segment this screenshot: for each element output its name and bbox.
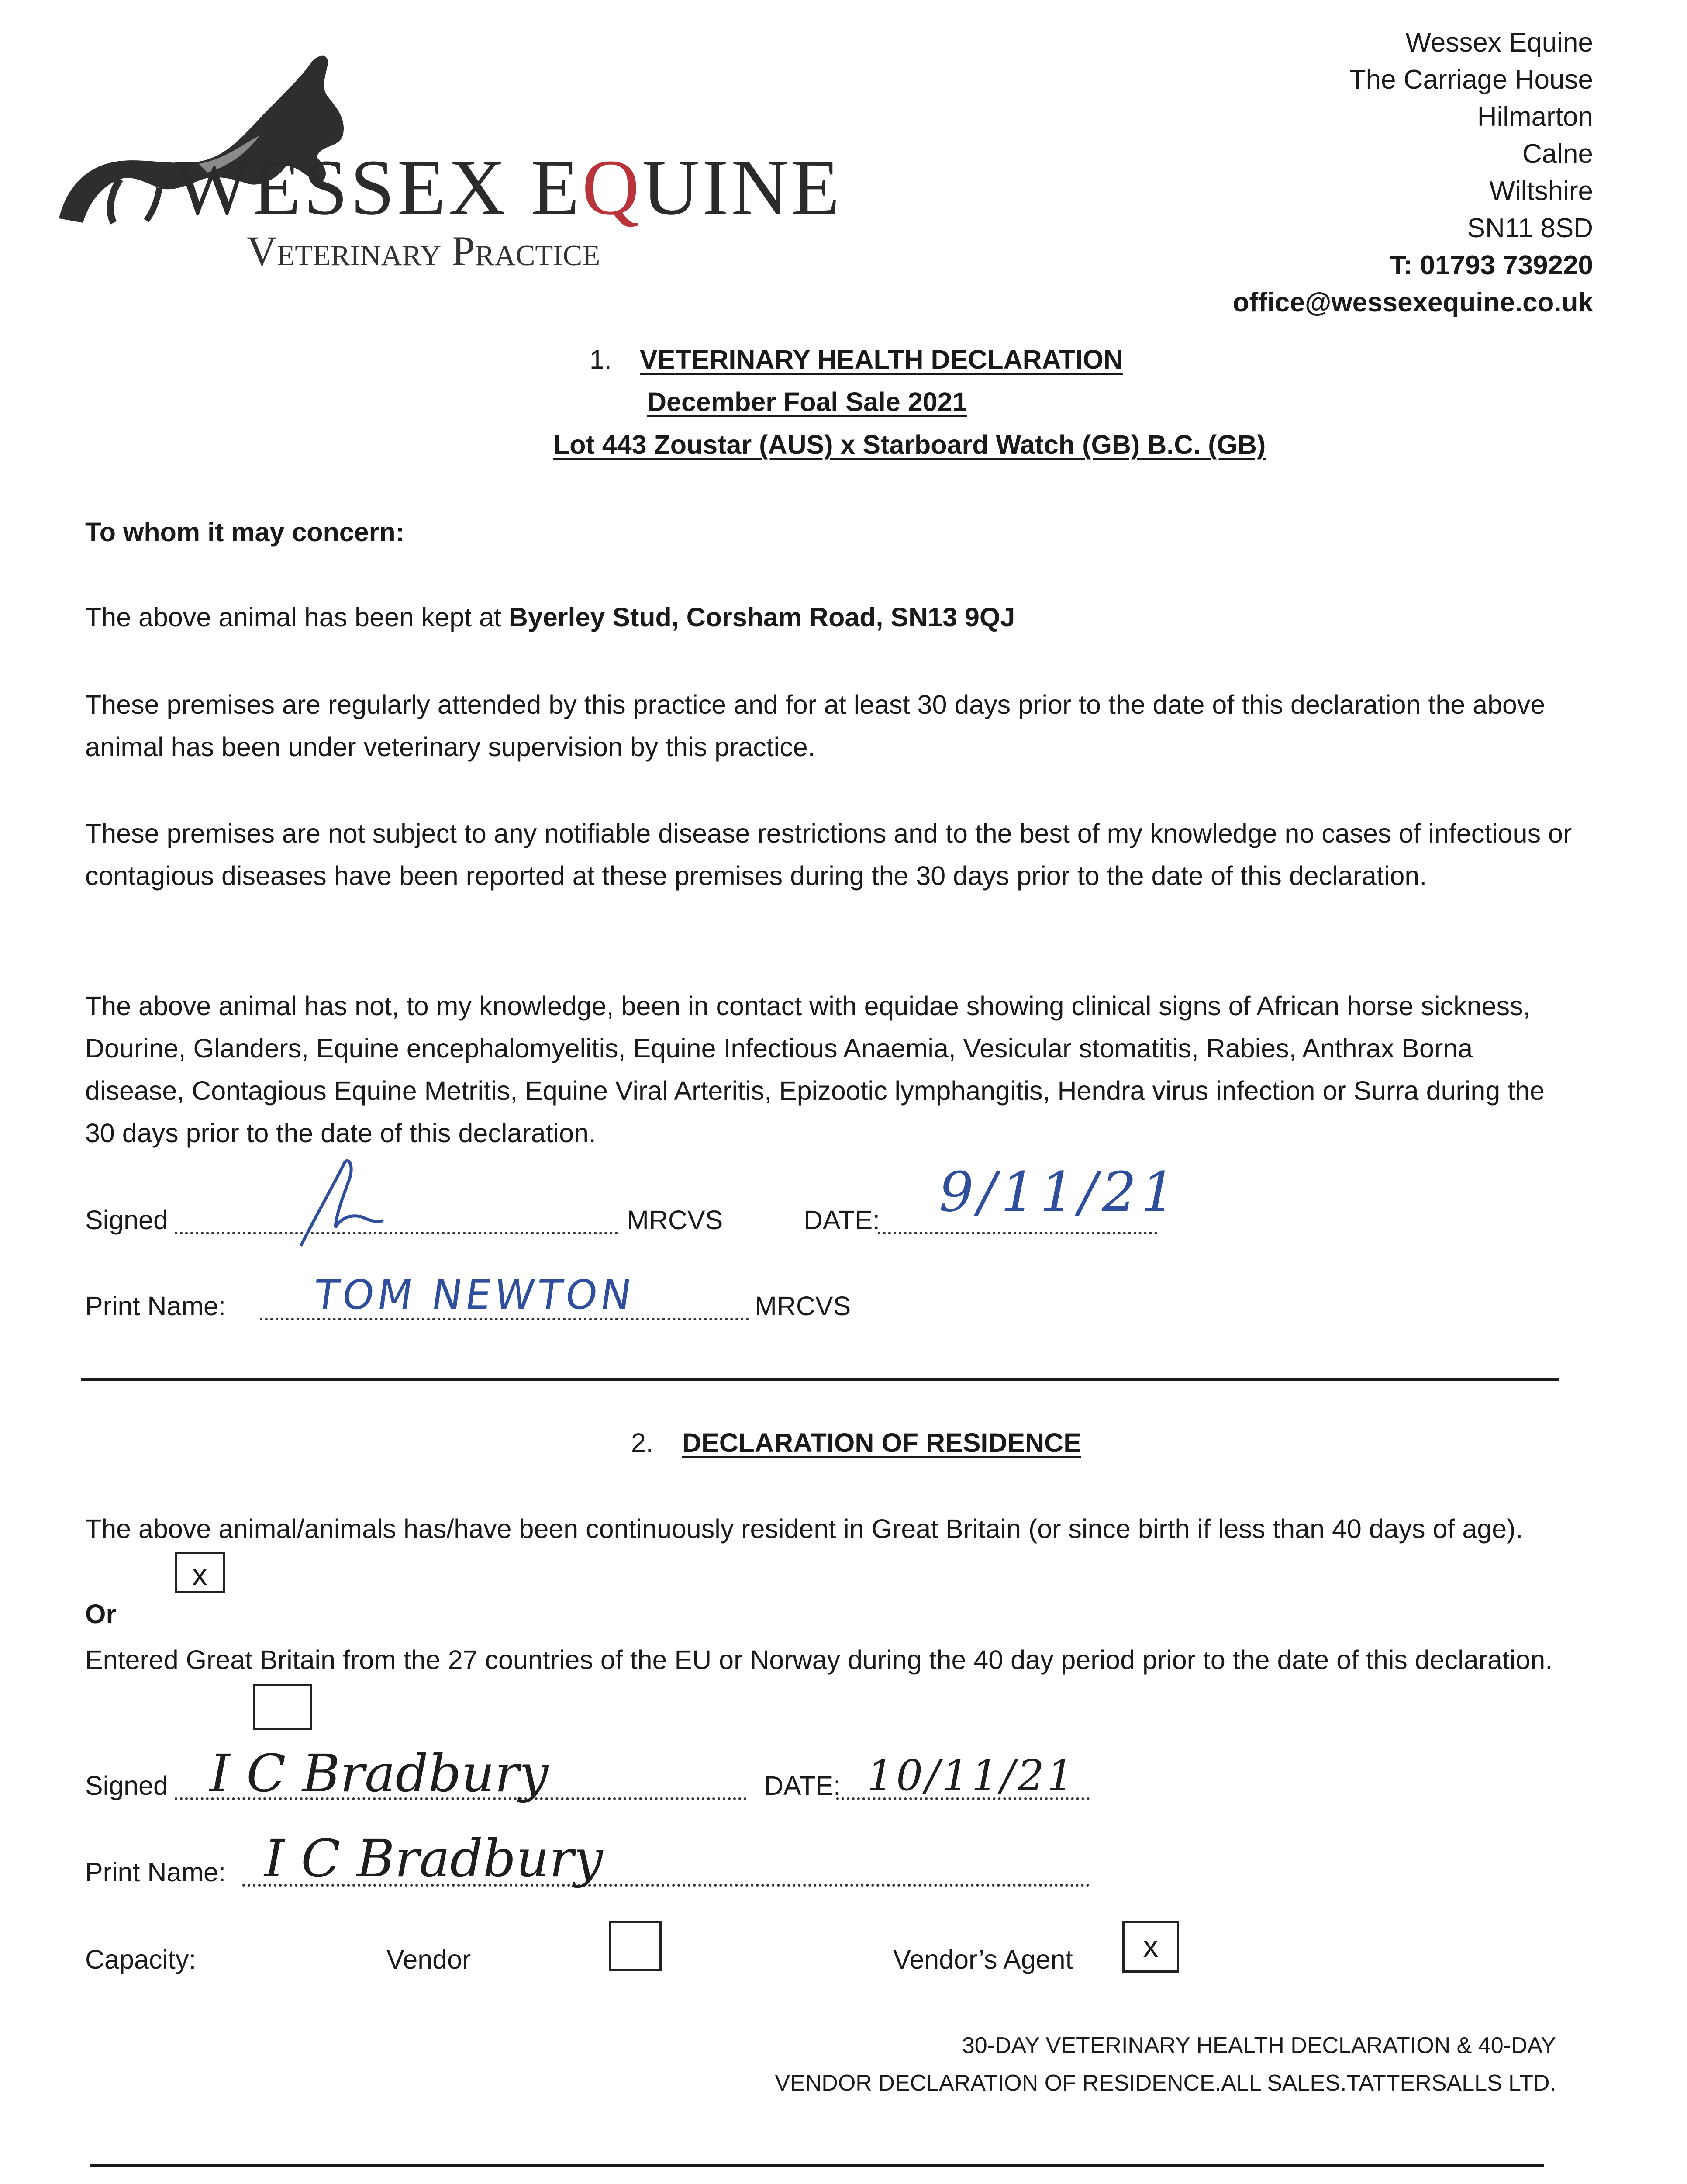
agent-signed-label: Signed [85, 1771, 168, 1800]
practice-address [1233, 24, 1593, 321]
or-label: Or [85, 1599, 117, 1629]
entered-text: Entered Great Britain from the 27 countries of the EU or Norway during the 40 day period prior to the date of this declaration. [85, 1645, 1553, 1675]
agent-print-value: I C Bradbury [264, 1828, 603, 1889]
phone-number: T: 01793 739220 [1390, 250, 1593, 280]
resident-text: The above animal/animals has/have been continuously resident in Great Britain (or since birth if less than 40 days of age). [85, 1514, 1523, 1544]
section2-title: DECLARATION OF RESIDENCE [682, 1428, 1081, 1458]
footer-line: 30-DAY VETERINARY HEALTH DECLARATION & 40-DAY [962, 2033, 1556, 2058]
footer-note [775, 2027, 1556, 2102]
vet-print-value: TOM NEWTON [311, 1272, 638, 1318]
vet-print-label: Print Name: [85, 1291, 226, 1321]
kept-at-line: The above animal has been kept at Byerley Stud, Corsham Road, SN13 9QJ [85, 602, 1015, 632]
section2-number: 2. [631, 1428, 653, 1458]
para-attended: These premises are regularly attended by this practice and for at least 30 days prior to the date of this declaration the above animal has been under veterinary supervision by this practice. [85, 690, 1546, 762]
para-contact: The above animal has not, to my knowledge, been in contact with equidae showing clinical signs of African horse sickness, Dourine, Glanders, Equine encephalomyelitis, Equine Infectious Anaemia, Vesicular stomatitis, Rabies, Anthrax Borna disease, Contagious Equine Metritis, Equine Viral Arteritis, Epizootic lymphangitis, Hendra virus infection or Surra during the 30 days prior to the date of this declaration. [85, 991, 1545, 1148]
address-line: Wessex Equine [1405, 28, 1593, 58]
logo-subtitle: Veterinary Practice [247, 228, 600, 274]
kept-location: Byerley Stud, Corsham Road, SN13 9QJ [508, 602, 1015, 632]
vet-date-line [878, 1232, 1157, 1234]
address-line: Calne [1522, 139, 1593, 169]
address-line: Wiltshire [1489, 176, 1593, 206]
section1-number: 1. [590, 345, 612, 374]
address-line: The Carriage House [1349, 65, 1593, 95]
vet-date-label: DATE: [804, 1205, 880, 1235]
footer-divider [90, 2164, 1544, 2167]
vendor-label: Vendor [386, 1945, 471, 1974]
lot-description: Lot 443 Zoustar (AUS) x Starboard Watch (GB) B.C. (GB) [553, 430, 1266, 460]
agent-date-label: DATE: [764, 1771, 841, 1800]
entered-checkbox[interactable] [253, 1684, 312, 1730]
vet-print-mrcvs-label: MRCVS [755, 1291, 851, 1321]
vet-date-value: 9/11/21 [939, 1161, 1180, 1224]
footer-line: VENDOR DECLARATION OF RESIDENCE.ALL SALES.TATTERSALLS LTD. [775, 2070, 1556, 2096]
salutation: To whom it may concern: [85, 517, 404, 547]
resident-checkbox[interactable]: x [175, 1552, 225, 1593]
address-line: SN11 8SD [1467, 213, 1593, 243]
capacity-label: Capacity: [85, 1945, 197, 1974]
address-line: Hilmarton [1477, 102, 1593, 132]
logo-wordmark: WESSEX EQUINE [175, 144, 842, 232]
section1-title: VETERINARY HEALTH DECLARATION [640, 345, 1123, 374]
vet-signature-scribble [284, 1153, 397, 1249]
vendor-checkbox[interactable] [609, 1921, 662, 1971]
section1-subtitle: December Foal Sale 2021 [647, 387, 967, 417]
vet-mrcvs-label: MRCVS [627, 1205, 723, 1235]
vet-signed-label: Signed [85, 1205, 168, 1235]
vendor-agent-label: Vendor’s Agent [893, 1945, 1073, 1974]
email-address: office@wessexequine.co.uk [1232, 287, 1593, 318]
agent-signature-value: I C Bradbury [210, 1743, 549, 1804]
section-divider [81, 1378, 1559, 1381]
agent-date-value: 10/11/21 [867, 1751, 1076, 1800]
para-restrictions: These premises are not subject to any notifiable disease restrictions and to the best of my knowledge no cases of infectious or contagious diseases have been reported at these premises during the 30 days prior to the date of this declaration. [85, 819, 1572, 891]
agent-print-label: Print Name: [85, 1857, 226, 1887]
vendor-agent-checkbox[interactable]: x [1122, 1921, 1179, 1973]
